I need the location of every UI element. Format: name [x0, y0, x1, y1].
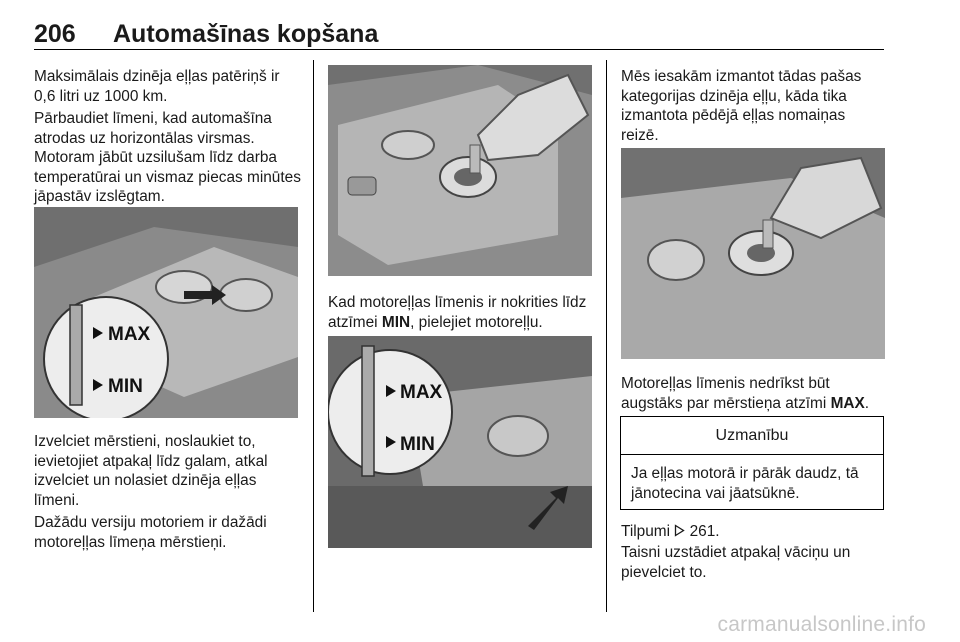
- page-title: Automašīnas kopšana: [113, 20, 379, 48]
- add-oil-text-b: , pielejiet motoreļļu.: [410, 313, 543, 331]
- column-divider-1: [313, 60, 314, 612]
- warning-title: Uzmanību: [621, 417, 883, 455]
- paragraph-oil-consumption: Maksimālais dzinēja eļļas patēriņš ir 0,6 litri uz 1000 km.: [34, 68, 280, 105]
- figure-dipstick-alt: [328, 336, 592, 548]
- max-level-text-a: Motoreļļas līmenis nedrīkst būt augstāks par mērstieņa atzīmi: [621, 375, 831, 412]
- paragraph-check-level: Pārbaudiet līmeni, kad automašīna atrodas uz horizontālas virsmas. Motoram jābūt uzsilušam līdz darba temperatūrai un vismaz piecas minūtes jāpastāv izslēgtam.: [34, 110, 301, 205]
- paragraph-same-oil-grade: Mēs iesakām izmantot tādas pašas kategorijas dzinēja eļļu, kāda tika izmantota pēdējā eļļas nomaiņas reizē.: [621, 68, 862, 144]
- column-divider-2: [606, 60, 607, 612]
- paragraph-reinstall-cap: Taisni uzstādiet atpakaļ vāciņu un pievelciet to.: [621, 544, 851, 581]
- figure-dipstick-engine: [34, 207, 298, 418]
- dipstick-alt-max-label: MAX: [400, 382, 443, 403]
- watermark: carmanualsonline.info: [717, 613, 926, 636]
- dipstick-max-label: MAX: [108, 324, 151, 345]
- warning-text: Ja eļļas motorā ir pārāk daudz, tā jānotecina vai jāatsūknē.: [631, 465, 859, 502]
- header-rule: [34, 49, 884, 50]
- dipstick-alt-min-label: MIN: [400, 434, 435, 455]
- figure-pour-oil-alt: [621, 148, 885, 359]
- paragraph-dipstick-variants: Dažādu versiju motoriem ir dažādi motoreļļas līmeņa mērstieņi.: [34, 514, 267, 551]
- page-header: [0, 0, 960, 52]
- capacities-page-link[interactable]: 261.: [685, 523, 720, 540]
- paragraph-pull-dipstick: Izvelciet mērstieni, noslaukiet to, ievietojiet atpakaļ līdz galam, atkal izvelciet un nolasiet dzinēja eļļas līmeni.: [34, 433, 268, 509]
- dipstick-min-label: MIN: [108, 376, 143, 397]
- paragraph-max-level: [621, 374, 887, 413]
- page-number: 206: [34, 20, 76, 48]
- figure-pour-oil: [328, 65, 592, 276]
- max-level-text-b: .: [864, 394, 870, 412]
- add-oil-text-a: Kad motoreļļas līmenis ir nokrities līdz atzīmei: [328, 294, 587, 331]
- max-level-bold: MAX: [830, 394, 865, 412]
- arrow-right-outline-icon: [674, 524, 685, 537]
- add-oil-min-bold: MIN: [381, 313, 411, 331]
- paragraph-capacities-ref: [621, 522, 887, 542]
- capacities-text-a: Tilpumi: [621, 523, 675, 540]
- warning-box: [620, 416, 884, 510]
- paragraph-add-oil: [328, 293, 596, 332]
